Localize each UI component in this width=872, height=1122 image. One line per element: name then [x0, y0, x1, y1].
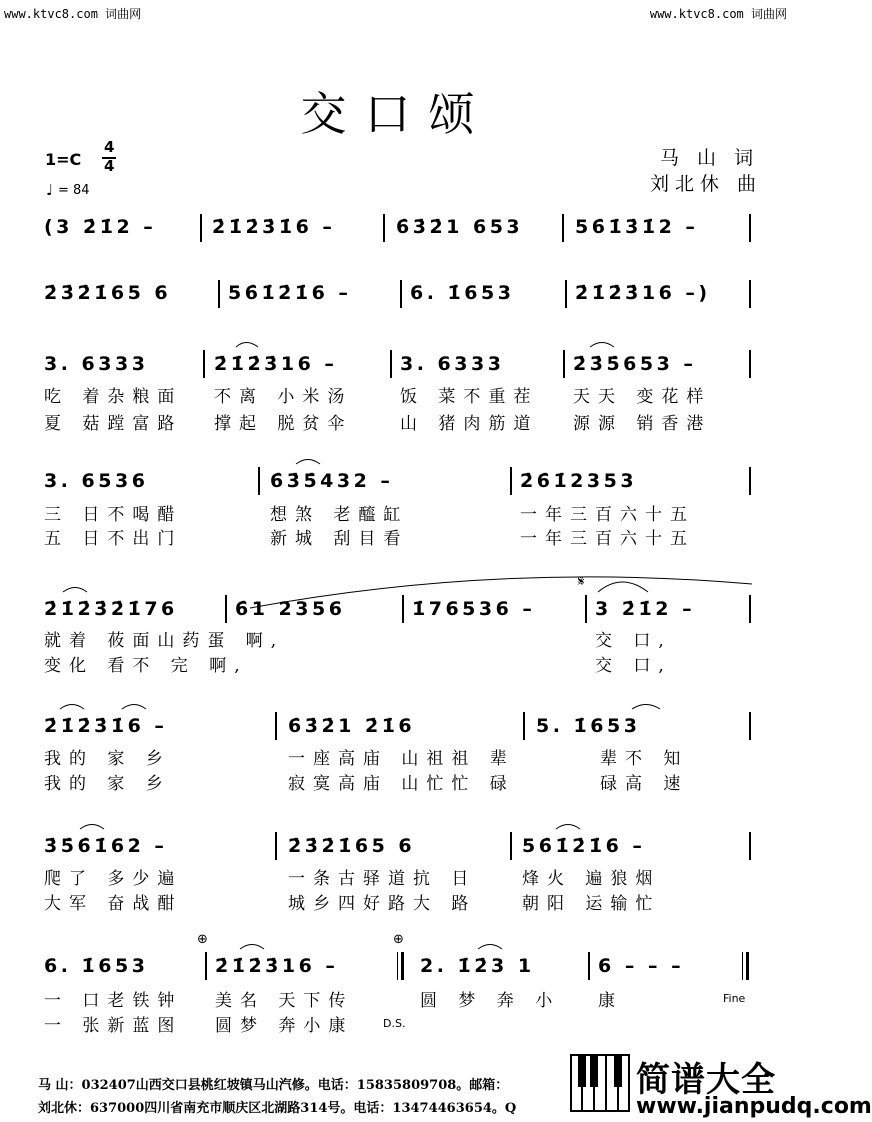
ds-mark: D.S. [383, 1017, 406, 1030]
measure-5-3: 1̇76536 – [412, 598, 536, 620]
contact-composer: 刘北休：637000四川省南充市顺庆区北湖路314号。电话：13474463654。Q [38, 1101, 517, 1116]
lyric-6-2b: 寂寞高庙 山忙忙 碌 [288, 774, 515, 794]
lyric-5-1b: 变化 看不 完 啊, [44, 656, 248, 676]
lyric-4-3a: 一年三百六十五 [520, 505, 695, 525]
measure-2-3: 6. 1̇653 [410, 282, 515, 304]
measure-3-1: 3. 6333 [44, 353, 149, 375]
measure-2-2: 56̇1̇2̇1̇6 – [228, 282, 352, 304]
logo-name: 简谱大全 [636, 1060, 776, 1100]
lyric-8-1a: 一 口老铁钟 [44, 991, 183, 1011]
coda-icon: ⊕ [197, 932, 208, 947]
measure-8-2: 2̇1̇2̇3̇16 – [215, 955, 339, 977]
quarter-note-icon: ♩ [46, 181, 54, 199]
measure-4-1: 3. 6536 [44, 470, 149, 492]
measure-4-3: 2̇6̇1̇2353 [520, 470, 638, 492]
lyric-7-1a: 爬了 多少遍 [44, 869, 183, 889]
lyric-7-1b: 大军 奋战酣 [44, 894, 183, 914]
coda-icon: ⊕ [393, 932, 404, 947]
watermark-left: www.ktvc8.com 词曲网 [4, 7, 142, 21]
lyric-4-3b: 一年三百六十五 [520, 529, 695, 549]
lyric-4-2a: 想煞 老醯缸 [270, 505, 409, 525]
lyric-3-3a: 饭 菜不重茬 [400, 387, 539, 407]
watermark-right: www.ktvc8.com 词曲网 [649, 7, 787, 21]
lyric-5-4b: 交 口, [595, 656, 672, 676]
measure-5-2: 6̇1 2356 [235, 598, 346, 620]
measure-8-4: 6 – – – [598, 955, 685, 977]
logo [566, 1050, 872, 1122]
measure-8-3: 2. 1̇2̇3 1 [420, 955, 535, 977]
lyric-5-1a: 就着 莜面山药蛋 啊, [44, 631, 285, 651]
measure-8-1: 6. 1̇653 [44, 955, 149, 977]
measure-3-4: 2̇3̇5̇653 – [573, 353, 697, 375]
fine-mark: Fine [723, 992, 746, 1005]
lyric-3-1b: 夏 菇蹚富路 [44, 414, 183, 434]
measure-2-4: 2̇1̇2̇3̇16 –) [575, 282, 711, 304]
lyric-6-1a: 我的 家 乡 [44, 749, 171, 769]
lyric-6-3a: 辈不 知 [600, 749, 689, 769]
lyric-4-1b: 五 日不出门 [44, 529, 183, 549]
lyric-8-2a: 美名 天下传 [215, 991, 354, 1011]
lyric-7-3a: 烽火 遍狼烟 [522, 869, 661, 889]
measure-5-1: 2̇1̇2̇3̇2̇1̇76 [44, 598, 178, 620]
logo-url: www.jianpudq.com [636, 1094, 872, 1119]
lyric-6-1b: 我的 家 乡 [44, 774, 171, 794]
lyric-6-3b: 碌高 速 [600, 774, 689, 794]
lyric-8-1b: 一 张新蓝图 [44, 1016, 183, 1036]
lyric-8-2b: 圆梦 奔小康 [215, 1016, 354, 1036]
lyric-7-2b: 城乡四好路大 路 [288, 894, 477, 914]
measure-7-2: 2̇3̇2̇1̇65 6 [288, 835, 416, 857]
measure-6-3: 5. 1̇653 [536, 715, 641, 737]
measure-6-1: 2̇1̇2̇3̇1̇6 – [44, 715, 168, 737]
composer-credit: 刘北休 曲 [650, 173, 763, 195]
lyric-7-3b: 朝阳 运输忙 [522, 894, 661, 914]
lyric-3-2a: 不离 小米汤 [214, 387, 353, 407]
lyric-6-2a: 一座高庙 山祖祖 辈 [288, 749, 515, 769]
tempo: = 84 [58, 183, 90, 198]
time-signature-top: 4 [104, 138, 115, 156]
lyric-5-4a: 交 口, [595, 631, 672, 651]
time-signature-bottom: 4 [104, 157, 115, 175]
lyric-7-2a: 一条古驿道抗 日 [288, 869, 477, 889]
lyric-8-3a: 圆 梦 奔 小 [420, 991, 561, 1011]
lyric-4-1a: 三 日不喝醋 [44, 505, 183, 525]
piano-keys-icon [570, 1054, 632, 1114]
measure-1-3: 6̇3̇2̇1 653 [396, 216, 524, 238]
lyric-3-1a: 吃 着杂粮面 [44, 387, 183, 407]
measure-7-3: 56̇1̇2̇1̇6 – [522, 835, 646, 857]
song-title: 交口颂 [300, 87, 493, 141]
measure-5-4: 3 2̇1̇2 – [595, 598, 696, 620]
measure-4-2: 6̇3̇5̇432 – [270, 470, 394, 492]
measure-7-1: 3̇5̇6̇1̇62 – [44, 835, 168, 857]
segno-icon: 𝄋 [578, 572, 585, 590]
contact-lyricist: 马 山：032407山西交口县桃红坡镇马山汽修。电话：15835809708。邮箱： [38, 1078, 509, 1093]
lyric-3-4a: 天天 变花样 [573, 387, 712, 407]
lyric-3-4b: 源源 销香港 [573, 414, 712, 434]
measure-1-2: 2̇1̇2̇3̇1̇6 – [212, 216, 336, 238]
lyricist-credit: 马 山 词 [660, 147, 760, 169]
measure-1-1: (3 2̇1̇2 – [44, 216, 157, 238]
measure-6-2: 6̇3̇2̇1 2̇1̇6 [288, 715, 416, 737]
key-signature: 1=C [45, 150, 82, 169]
lyric-3-2b: 撑起 脱贫伞 [214, 414, 353, 434]
measure-1-4: 56̇1̇3̇1̇2 – [575, 216, 699, 238]
measure-3-2: 2̇1̇2̇3̇16 – [214, 353, 338, 375]
measure-3-3: 3. 6333 [400, 353, 505, 375]
measure-2-1: 2̇3̇2̇1̇65 6 [44, 282, 172, 304]
lyric-4-2b: 新城 刮目看 [270, 529, 409, 549]
lyric-8-4a: 康 [598, 991, 623, 1011]
lyric-3-3b: 山 猪肉筋道 [400, 414, 539, 434]
